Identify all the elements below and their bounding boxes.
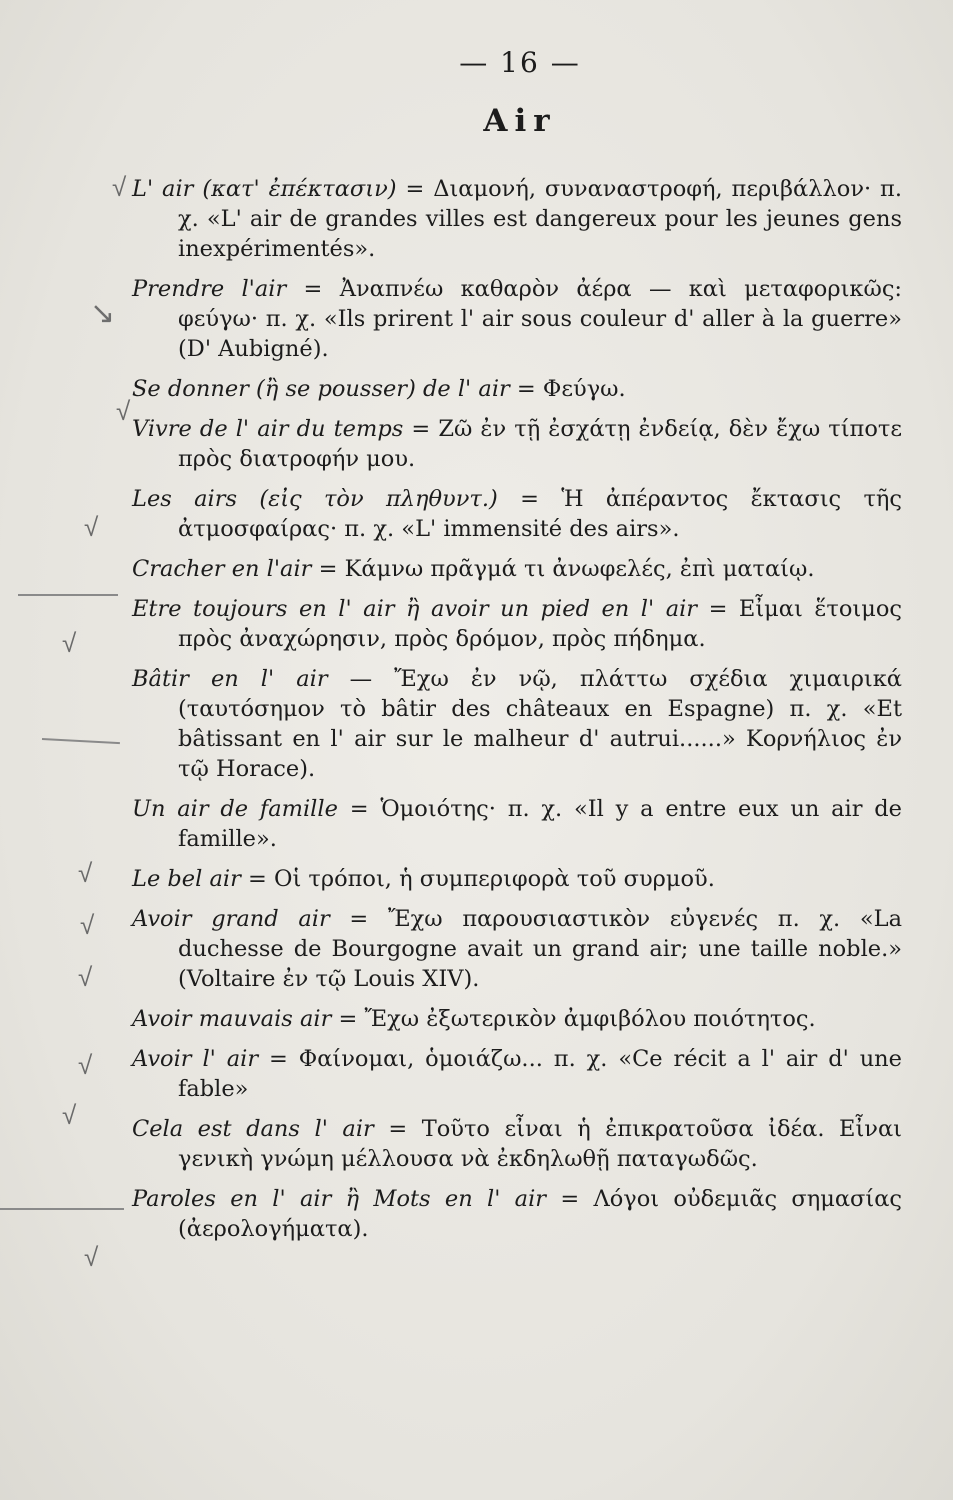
- entry-term: Prendre l'air: [132, 276, 287, 302]
- margin-check-mark: √: [78, 963, 93, 993]
- entry-definition: = Οἱ τρόποι, ἡ συμπεριφορὰ τοῦ συρμοῦ.: [240, 866, 715, 892]
- margin-pencil-stroke: [18, 594, 118, 596]
- margin-arrow-mark: ↘: [90, 296, 116, 331]
- entry-un-air-de-famille: [132, 794, 902, 854]
- entry-term: Etre toujours en l' air ἢ avoir un pied en l' air: [132, 596, 698, 622]
- margin-pencil-stroke: [0, 1208, 124, 1210]
- entry-definition: = Ἔχω παρουσιαστικὸν εὐγενές π. χ. «La duchesse de Bourgogne avait un grand air; une taille noble.» (Voltaire ἐν τῷ Louis XIV).: [178, 906, 902, 992]
- entry-avoir-grand-air: [132, 904, 902, 994]
- entry-definition: = Διαμονή, συναναστροφή, περιβάλλον· π. χ. «L' air de grandes villes est dangereux pour les jeunes gens inexpérimentés».: [178, 176, 902, 262]
- entry-term: Un air de famille: [132, 796, 338, 822]
- entry-term: L' air (κατ' ἐπέκτασιν): [132, 176, 397, 202]
- entry-definition: = Ὁμοιότης· π. χ. «Il y a entre eux un air de famille».: [178, 796, 902, 852]
- margin-check-mark: √: [78, 859, 93, 889]
- margin-check-mark: √: [84, 513, 99, 543]
- entry-definition: = Ἔχω ἐξωτερικὸν ἀμφιβόλου ποιότητος.: [331, 1006, 816, 1032]
- entry-paroles-en-l-air: [132, 1184, 902, 1244]
- entry-term: Bâtir en l' air: [132, 666, 328, 692]
- entry-prendre-l-air: [132, 274, 902, 364]
- entry-definition: = Λόγοι οὐδεμιᾶς σημασίας (ἀερολογήματα).: [178, 1186, 902, 1242]
- entry-term: Cela est dans l' air: [132, 1116, 374, 1142]
- entry-term: Avoir grand air: [132, 906, 330, 932]
- margin-check-mark: √: [80, 911, 95, 941]
- entry-avoir-l-air: [132, 1044, 902, 1104]
- entry-le-bel-air: [132, 864, 902, 894]
- entry-term: Les airs (εἰς τὸν πληθυντ.): [132, 486, 498, 512]
- dictionary-entries: [132, 174, 902, 1254]
- entry-cracher-en-l-air: [132, 554, 902, 584]
- entry-definition: = Εἶμαι ἕτοιμος πρὸς ἀναχώρησιν, πρὸς δρόμον, πρὸς πήδημα.: [178, 596, 902, 652]
- entry-definition: = Ἀναπνέω καθαρὸν ἀέρα — καὶ μεταφορικῶς: φεύγω· π. χ. «Ils prirent l' air sous couleur d' aller à la guerre» (D' Aubigné).: [178, 276, 902, 362]
- entry-definition: = Φεύγω.: [509, 376, 626, 402]
- page-number: — 16 —: [459, 46, 581, 79]
- margin-check-mark: √: [62, 1101, 77, 1131]
- section-heading: Air: [483, 103, 557, 139]
- entry-term: Se donner (ἢ se pousser) de l' air: [132, 376, 510, 402]
- entry-se-donner-de-l-air: [132, 374, 902, 404]
- entry-cela-est-dans-l-air: [132, 1114, 902, 1174]
- margin-check-mark: √: [84, 1243, 99, 1273]
- entry-term: Vivre de l' air du temps: [132, 416, 404, 442]
- entry-term: Le bel air: [132, 866, 241, 892]
- margin-check-mark: √: [78, 1051, 93, 1081]
- entry-definition: = Ζῶ ἐν τῇ ἐσχάτῃ ἐνδείᾳ, δὲν ἔχω τίποτε πρὸς διατροφήν μου.: [178, 416, 902, 472]
- entry-definition: — Ἔχω ἐν νῷ, πλάττω σχέδια χιμαιρικά (ταυτόσημον τὸ bâtir des châteaux en Espagne) π. χ. «Et bâtissant en l' air sur le malheur d' autrui......» Κορνήλιος ἐν τῷ Horace).: [178, 666, 902, 782]
- margin-check-mark: √: [116, 397, 131, 427]
- margin-pencil-stroke: [42, 738, 120, 744]
- entry-term: Cracher en l'air: [132, 556, 312, 582]
- entry-etre-toujours-en-l-air: [132, 594, 902, 654]
- entry-term: Avoir mauvais air: [132, 1006, 332, 1032]
- entry-definition: = Τοῦτο εἶναι ἡ ἐπικρατοῦσα ἰδέα. Εἶναι γενικὴ γνώμη μέλλουσα νὰ ἐκδηλωθῇ παταγωδῶς.: [178, 1116, 902, 1172]
- entry-vivre-de-l-air-du-temps: [132, 414, 902, 474]
- entry-les-airs: [132, 484, 902, 544]
- margin-check-mark: √: [62, 629, 77, 659]
- entry-definition: = Φαίνομαι, ὁμοιάζω... π. χ. «Ce récit a l' air d' une fable»: [178, 1046, 902, 1102]
- entry-l-air: [132, 174, 902, 264]
- entry-avoir-mauvais-air: [132, 1004, 902, 1034]
- entry-definition: = Κάμνω πρᾶγμά τι ἀνωφελές, ἐπὶ ματαίῳ.: [311, 556, 815, 582]
- entry-term: Avoir l' air: [132, 1046, 259, 1072]
- entry-definition: = Ἡ ἀπέραντος ἔκτασις τῆς ἀτμοσφαίρας· π. χ. «L' immensité des airs».: [178, 486, 902, 542]
- entry-batir-en-l-air: [132, 664, 902, 784]
- entry-term: Paroles en l' air ἢ Mots en l' air: [132, 1186, 547, 1212]
- margin-check-mark: √: [112, 173, 127, 203]
